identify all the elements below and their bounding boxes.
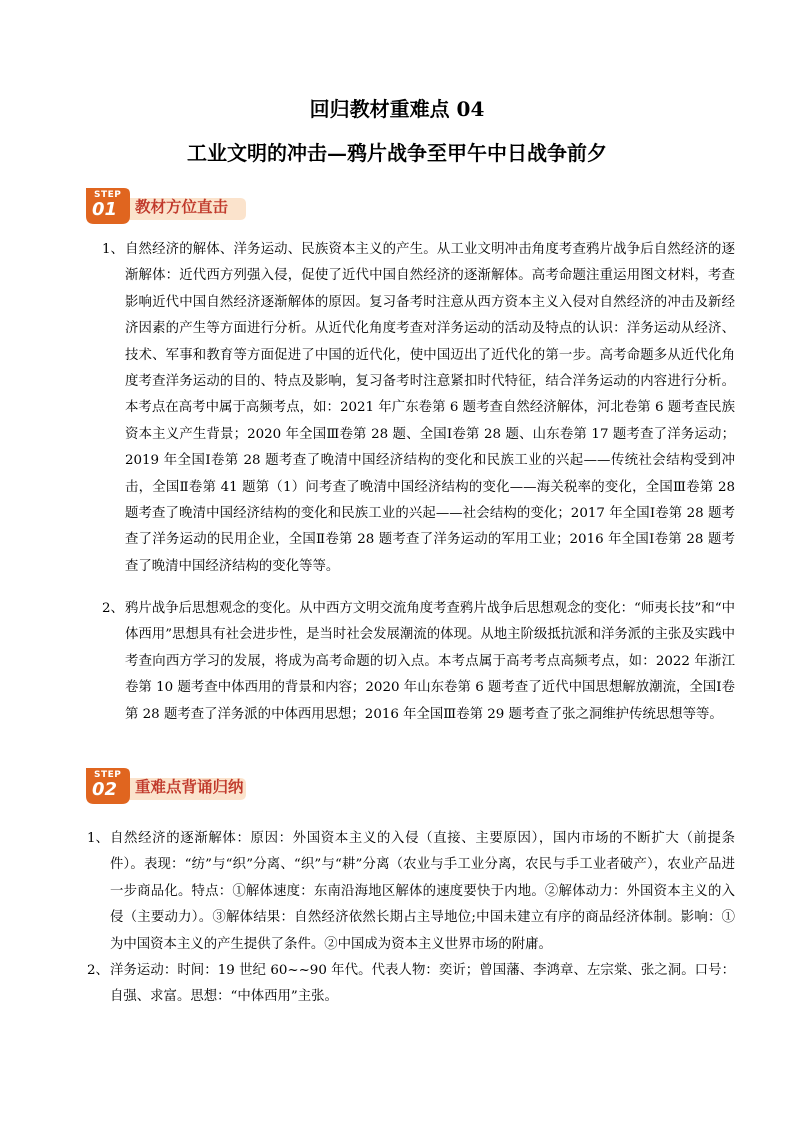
section-heading-step-01 xyxy=(80,186,248,228)
step-label: STEP xyxy=(94,770,122,780)
list-item xyxy=(87,826,735,958)
step-number: 02 xyxy=(92,779,118,800)
list-item-number: 2、 xyxy=(102,601,124,616)
list-item xyxy=(87,958,735,1011)
section-title: 教材方位直击 xyxy=(135,198,229,216)
document-title: 回归教材重难点 04 xyxy=(309,97,485,121)
list-item-text: 自然经济的逐渐解体：原因：外国资本主义的入侵（直接、主要原因），国内市场的不断扩大（前提条件）。表现：“纺”与“织”分离、“织”与“耕”分离（农业与手工业分离，农民与手工业者破产），农业产品进一步商品化。特点：①解体速度：东南沿海地区解体的速度要快于内地。②解体动力：外国资本主义的入侵（主要动力）。③解体结果：自然经济依然长期占主导地位;中国未建立有序的商品经济体制。影响：①为中国资本主义的产生提供了条件。②中国成为资本主义世界市场的附庸。 xyxy=(110,831,735,952)
list-item xyxy=(102,596,735,728)
step-number: 01 xyxy=(92,199,118,220)
list-item-number: 2、 xyxy=(87,963,109,978)
document-subtitle: 工业文明的冲击—鸦片战争至甲午中日战争前夕 xyxy=(187,141,607,165)
list-item-number: 1、 xyxy=(87,831,109,846)
list-item-number: 1、 xyxy=(102,242,124,257)
step-label: STEP xyxy=(94,190,122,200)
list-item-text: 自然经济的解体、洋务运动、民族资本主义的产生。从工业文明冲击角度考查鸦片战争后自然经济的逐渐解体：近代西方列强入侵，促使了近代中国自然经济的逐渐解体。高考命题注重运用图文材料，考查影响近代中国自然经济逐渐解体的原因。复习备考时注意从西方资本主义入侵对自然经济的冲击及新经济因素的产生等方面进行分析。从近代化角度考查对洋务运动的活动及特点的认识：洋务运动从经济、技术、军事和教育等方面促进了中国的近代化，使中国迈出了近代化的第一步。高考命题多从近代化角度考查洋务运动的目的、特点及影响，复习备考时注意紧扣时代特征，结合洋务运动的内容进行分析。本考点在高考中属于高频考点，如：2021 年广东卷第 6 题考查自然经济解体，河北卷第 6 题考查民族资本主义产生背景；2020 年全国Ⅲ卷第 28 题、全国Ⅰ卷第 28 题、山东卷第 17 题考查了洋务运动；2019 年全国Ⅰ卷第 28 题考查了晚清中国经济结构的变化和民族工业的兴起——传统社会结构受到冲击，全国Ⅱ卷第 41 题第（1）问考查了晚清中国经济结构的变化——海关税率的变化，全国Ⅲ卷第 28 题考查了晚清中国经济结构的变化和民族工业的兴起——社会结构的变化；2017 年全国Ⅰ卷第 28 题考查了洋务运动的民用企业，全国Ⅱ卷第 28 题考查了洋务运动的军用工业；2016 年全国Ⅰ卷第 28 题考查了晚清中国经济结构的变化等等。 xyxy=(125,242,735,574)
list-item-text: 鸦片战争后思想观念的变化。从中西方文明交流角度考查鸦片战争后思想观念的变化：“师夷长技”和“中体西用”思想具有社会进步性，是当时社会发展潮流的体现。从地主阶级抵抗派和洋务派的主张及实践中考查向西方学习的发展，将成为高考命题的切入点。本考点属于高考考点高频考点，如：2022 年浙江卷第 10 题考查中体西用的背景和内容；2020 年山东卷第 6 题考查了近代中国思想解放潮流，全国Ⅰ卷第 28 题考查了洋务派的中体西用思想；2016 年全国Ⅲ卷第 29 题考查了张之洞维护传统思想等等。 xyxy=(125,601,735,722)
list-item xyxy=(102,237,735,580)
section-heading-step-02 xyxy=(80,766,248,808)
section-title: 重难点背诵归纳 xyxy=(135,778,244,796)
list-item-text: 洋务运动：时间：19 世纪 60~~90 年代。代表人物：奕䜣；曾国藩、李鸿章、左宗棠、张之洞。口号：自强、求富。思想：“中体西用”主张。 xyxy=(110,963,735,1005)
